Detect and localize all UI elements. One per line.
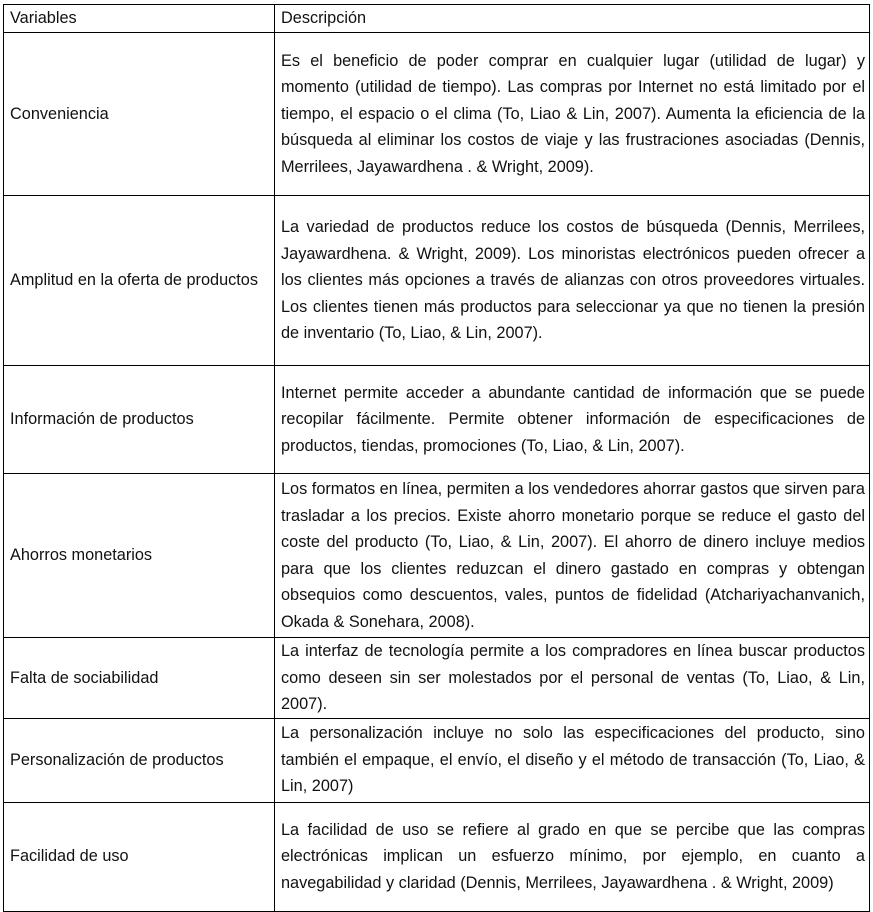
row-descripcion: Los formatos en línea, permiten a los vendedores ahorrar gastos que sirven para trasladar a los precios. Existe ahorro monetario porque se reduce el gasto del coste del producto (To, Liao, & Lin, 2007). El ahorro de dinero incluye medios para que los clientes reduzcan el dinero gastado en compras y obtengan obsequios como descuentos, vales, puntos de fidelidad (Atchariyachanvanich, Okada & Sonehara, 2008). — [275, 474, 870, 638]
row-descripcion: La variedad de productos reduce los costos de búsqueda (Dennis, Merrilees, Jayawardhena. & Wright, 2009). Los minoristas electrónicos pueden ofrecer a los clientes más opciones a través de alianzas con otros proveedores virtuales. Los clientes tienen más productos para seleccionar ya que no tienen la presión de inventario (To, Liao, & Lin, 2007). — [275, 196, 870, 366]
row-variable: Amplitud en la oferta de productos — [4, 196, 275, 366]
table-row — [4, 196, 870, 366]
row-descripcion: La interfaz de tecnología permite a los compradores en línea buscar productos como deseen sin ser molestados por el personal de ventas (To, Liao, & Lin, 2007). — [275, 638, 870, 719]
row-descripcion: Es el beneficio de poder comprar en cualquier lugar (utilidad de lugar) y momento (utilidad de tiempo). Las compras por Internet no está limitado por el tiempo, el espacio o el clima (To, Liao & Lin, 2007). Aumenta la eficiencia de la búsqueda al eliminar los costos de viaje y las frustraciones asociadas (Dennis, Merrilees, Jayawardhena . & Wright, 2009). — [275, 33, 870, 196]
row-variable: Personalización de productos — [4, 718, 275, 802]
table-row — [4, 802, 870, 911]
table-row — [4, 366, 870, 474]
row-descripcion: La facilidad de uso se refiere al grado en que se percibe que las compras electrónicas implican un esfuerzo mínimo, por ejemplo, en cuanto a navegabilidad y claridad (Dennis, Merrilees, Jayawardhena . & Wright, 2009) — [275, 802, 870, 911]
table-header-row — [4, 5, 870, 33]
row-variable: Facilidad de uso — [4, 802, 275, 911]
row-variable: Ahorros monetarios — [4, 474, 275, 638]
variables-table — [3, 4, 870, 912]
header-variables: Variables — [4, 5, 275, 33]
row-variable: Falta de sociabilidad — [4, 638, 275, 719]
table-row — [4, 33, 870, 196]
row-variable: Conveniencia — [4, 33, 275, 196]
table-row — [4, 474, 870, 638]
table-row — [4, 718, 870, 802]
row-variable: Información de productos — [4, 366, 275, 474]
header-descripcion: Descripción — [275, 5, 870, 33]
row-descripcion: La personalización incluye no solo las especificaciones del producto, sino también el empaque, el envío, el diseño y el método de transacción (To, Liao, & Lin, 2007) — [275, 718, 870, 802]
table-row — [4, 638, 870, 719]
row-descripcion: Internet permite acceder a abundante cantidad de información que se puede recopilar fácilmente. Permite obtener información de especificaciones de productos, tiendas, promociones (To, Liao, & Lin, 2007). — [275, 366, 870, 474]
